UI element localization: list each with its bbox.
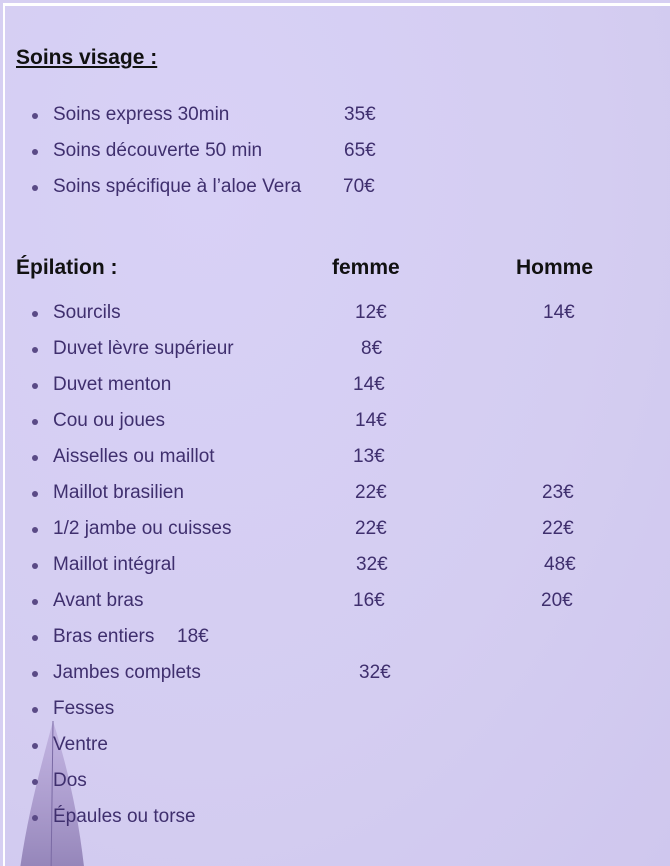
- price-homme: 23€: [542, 482, 574, 503]
- bullet-icon: [32, 311, 38, 317]
- bullet-icon: [32, 185, 38, 191]
- list-item: [5, 696, 670, 726]
- list-item: [5, 138, 670, 168]
- list-item: [5, 336, 670, 366]
- column-header-femme: femme: [332, 256, 400, 279]
- bullet-icon: [32, 419, 38, 425]
- list-item: [5, 372, 670, 402]
- price-value: 65€: [344, 140, 376, 161]
- item-label: Épaules ou torse: [53, 806, 196, 827]
- price-femme: 14€: [355, 410, 387, 431]
- price-femme: 8€: [361, 338, 383, 359]
- price-value: 35€: [344, 104, 376, 125]
- item-label: Soins express 30min: [53, 104, 230, 125]
- price-homme: 20€: [541, 590, 573, 611]
- item-label: Avant bras: [53, 590, 144, 611]
- bullet-icon: [32, 815, 38, 821]
- epilation-title: Épilation :: [16, 256, 118, 279]
- price-femme: 14€: [353, 374, 385, 395]
- price-homme: 14€: [543, 302, 575, 323]
- item-label: Sourcils: [53, 302, 121, 323]
- price-homme: 48€: [544, 554, 576, 575]
- list-item: [5, 660, 670, 690]
- bullet-icon: [32, 671, 38, 677]
- item-label: Aisselles ou maillot: [53, 446, 215, 467]
- price-femme: 22€: [355, 518, 387, 539]
- bullet-icon: [32, 743, 38, 749]
- price-list-panel: [3, 3, 670, 866]
- bullet-icon: [32, 599, 38, 605]
- list-item: [5, 732, 670, 762]
- bullet-icon: [32, 455, 38, 461]
- list-item: [5, 444, 670, 474]
- list-item: [5, 624, 670, 654]
- column-header-homme: Homme: [516, 256, 594, 279]
- list-item: [5, 552, 670, 582]
- bullet-icon: [32, 491, 38, 497]
- item-label: Ventre: [53, 734, 108, 755]
- item-label: Cou ou joues: [53, 410, 165, 431]
- list-item: [5, 768, 670, 798]
- item-label: Duvet menton: [53, 374, 172, 395]
- list-item: [5, 804, 670, 834]
- price-femme: 12€: [355, 302, 387, 323]
- price-value: 70€: [343, 176, 375, 197]
- list-item: [5, 102, 670, 132]
- bullet-icon: [32, 527, 38, 533]
- item-label: Maillot intégral: [53, 554, 176, 575]
- soins-visage-title: Soins visage :: [16, 46, 158, 69]
- bullet-icon: [32, 347, 38, 353]
- item-label: Soins découverte 50 min: [53, 140, 263, 161]
- bullet-icon: [32, 707, 38, 713]
- item-label: Jambes complets: [53, 662, 201, 683]
- list-item: [5, 408, 670, 438]
- item-label: Soins spécifique à l’aloe Vera: [53, 176, 302, 197]
- item-label: Bras entiers: [53, 626, 155, 647]
- bullet-icon: [32, 563, 38, 569]
- bullet-icon: [32, 149, 38, 155]
- item-label: Dos: [53, 770, 87, 791]
- price-homme: 22€: [542, 518, 574, 539]
- price-femme: 16€: [353, 590, 385, 611]
- list-item: [5, 300, 670, 330]
- bullet-icon: [32, 779, 38, 785]
- price-femme: 13€: [353, 446, 385, 467]
- item-label: Fesses: [53, 698, 115, 719]
- bullet-icon: [32, 383, 38, 389]
- price-femme: 32€: [359, 662, 391, 683]
- list-item: [5, 516, 670, 546]
- item-label: Duvet lèvre supérieur: [53, 338, 234, 359]
- price-inline: 18€: [177, 626, 209, 647]
- list-item: [5, 480, 670, 510]
- price-femme: 32€: [356, 554, 388, 575]
- list-item: [5, 588, 670, 618]
- item-label: Maillot brasilien: [53, 482, 184, 503]
- bullet-icon: [32, 635, 38, 641]
- item-label: 1/2 jambe ou cuisses: [53, 518, 232, 539]
- bullet-icon: [32, 113, 38, 119]
- price-femme: 22€: [355, 482, 387, 503]
- list-item: [5, 174, 670, 204]
